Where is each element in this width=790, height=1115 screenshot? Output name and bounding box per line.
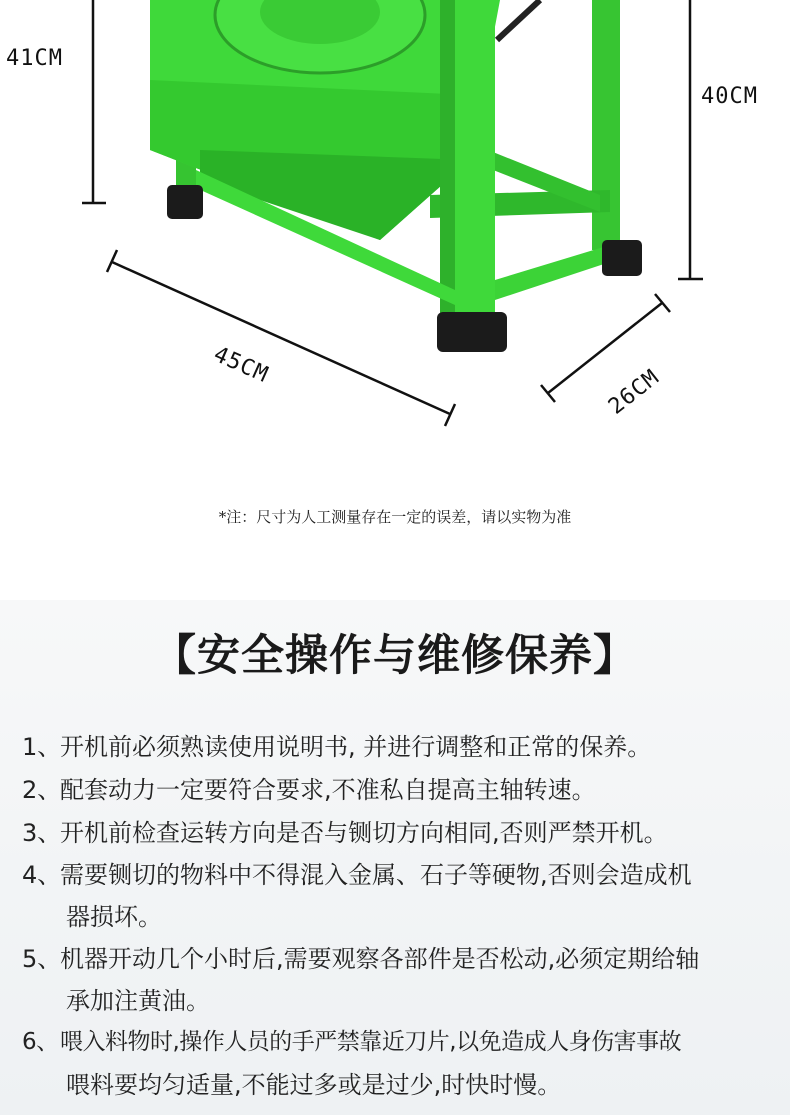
length-label: 45CM	[209, 342, 273, 389]
list-item	[0, 770, 790, 805]
item-number: 3、	[22, 819, 62, 847]
item-text: 需要铡切的物料中不得混入金属、石子等硬物,否则会造成机	[60, 861, 692, 889]
item-text: 机器开动几个小时后,需要观察各部件是否松动,必须定期给轴	[60, 945, 700, 973]
list-item	[0, 855, 790, 890]
list-item	[0, 939, 790, 974]
list-item	[0, 727, 790, 762]
item-number: 2、	[22, 776, 62, 804]
list-item-continuation	[0, 897, 790, 932]
section-title: 【安全操作与维修保养】	[153, 631, 637, 681]
item-text-cont: 承加注黄油。	[66, 987, 210, 1015]
item-text: 开机前检查运转方向是否与铡切方向相同,否则严禁开机。	[60, 819, 668, 847]
item-text-cont: 器损坏。	[66, 903, 162, 931]
item-text: 喂入料物时,操作人员的手严禁靠近刀片,以免造成人身伤害事故	[60, 1029, 682, 1055]
width-label: 26CM	[604, 364, 665, 420]
list-item	[0, 1023, 790, 1056]
item-number: 4、	[22, 861, 62, 889]
item-text: 开机前必须熟读使用说明书, 并进行调整和正常的保养。	[60, 733, 652, 761]
item-text: 配套动力一定要符合要求,不准私自提高主轴转速。	[60, 776, 596, 804]
height-right-label: 40CM	[701, 84, 758, 109]
list-item-continuation	[0, 981, 790, 1016]
item-number: 6、	[22, 1029, 59, 1055]
item-number: 1、	[22, 733, 62, 761]
item-number: 5、	[22, 945, 62, 973]
list-item	[0, 813, 790, 848]
height-left-label: 41CM	[6, 46, 63, 71]
list-item-continuation	[0, 1065, 790, 1100]
item-text-cont: 喂料要均匀适量,不能过多或是过少,时快时慢。	[66, 1071, 562, 1099]
measurement-note: *注：尺寸为人工测量存在一定的误差，请以实物为准	[218, 508, 572, 526]
